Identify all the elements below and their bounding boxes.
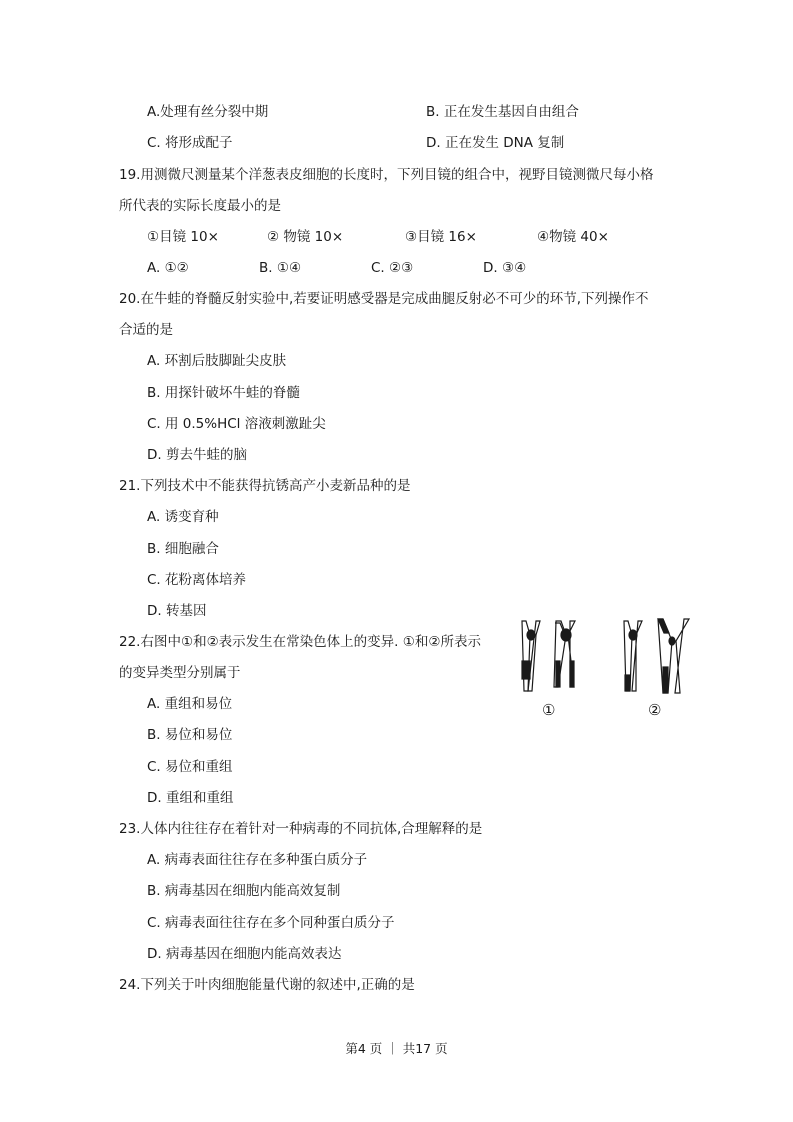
q23-option-b: B. 病毒基因在细胞内能高效复制 — [147, 883, 341, 899]
q22-stem-line2: 的变异类型分别属于 — [119, 665, 241, 681]
q19-item-1: ①目镜 10× — [147, 229, 219, 245]
q22-option-c: C. 易位和重组 — [147, 759, 233, 775]
figure1-chromosome-right — [554, 621, 575, 687]
figure2-chromosome-right — [658, 619, 689, 693]
q20-stem-line2: 合适的是 — [119, 322, 173, 338]
q19-option-d: D. ③④ — [483, 260, 527, 276]
q24-stem: 24.下列关于叶肉细胞能量代谢的叙述中,正确的是 — [119, 977, 415, 993]
q20-option-a: A. 环割后肢脚趾尖皮肤 — [147, 353, 287, 369]
q19-item-4: ④物镜 40× — [537, 229, 609, 245]
q23-stem: 23.人体内往往存在着针对一种病毒的不同抗体,合理解释的是 — [119, 821, 483, 837]
q18-option-d: D. 正在发生 DNA 复制 — [426, 135, 565, 151]
q20-option-d: D. 剪去牛蛙的脑 — [147, 447, 247, 463]
figure1-chromosome-left — [522, 621, 540, 691]
q19-item-3: ③目镜 16× — [405, 229, 477, 245]
figure-label-2: ② — [648, 701, 662, 719]
q22-option-d: D. 重组和重组 — [147, 790, 234, 806]
q19-option-c: C. ②③ — [371, 260, 414, 276]
figure2-chromosome-left — [624, 621, 642, 691]
q23-option-d: D. 病毒基因在细胞内能高效表达 — [147, 946, 342, 962]
page-footer: 第4 页 ｜ 共17 页 — [345, 1041, 448, 1056]
q21-stem: 21.下列技术中不能获得抗锈高产小麦新品种的是 — [119, 478, 411, 494]
q19-stem-line2: 所代表的实际长度最小的是 — [119, 198, 281, 214]
q19-item-2: ② 物镜 10× — [267, 229, 344, 245]
q20-option-b: B. 用探针破坏牛蛙的脊髓 — [147, 385, 300, 401]
q19-stem-line1: 19.用测微尺测量某个洋葱表皮细胞的长度时，下列目镜的组合中，视野目镜测微尺每小格 — [119, 167, 654, 183]
q23-option-c: C. 病毒表面往往存在多个同种蛋白质分子 — [147, 915, 395, 931]
chromosome-figure — [512, 617, 692, 727]
q20-stem-line1: 20.在牛蛙的脊髓反射实验中,若要证明感受器是完成曲腿反射必不可少的环节,下列操作不 — [119, 291, 649, 307]
q18-option-a: A.处理有丝分裂中期 — [147, 104, 269, 120]
q19-option-a: A. ①② — [147, 260, 189, 276]
q21-option-d: D. 转基因 — [147, 603, 207, 619]
q22-stem-line1: 22.右图中①和②表示发生在常染色体上的变异. ①和②所表示 — [119, 634, 481, 650]
q23-option-a: A. 病毒表面往往存在多种蛋白质分子 — [147, 852, 368, 868]
q19-option-b: B. ①④ — [259, 260, 302, 276]
q21-option-a: A. 诱变育种 — [147, 509, 219, 525]
q22-option-a: A. 重组和易位 — [147, 696, 233, 712]
q21-option-c: C. 花粉离体培养 — [147, 572, 247, 588]
figure-label-1: ① — [542, 701, 556, 719]
q18-option-c: C. 将形成配子 — [147, 135, 233, 151]
q21-option-b: B. 细胞融合 — [147, 541, 219, 557]
q20-option-c: C. 用 0.5%HCl 溶液刺激趾尖 — [147, 416, 326, 432]
q22-option-b: B. 易位和易位 — [147, 727, 233, 743]
q18-option-b: B. 正在发生基因自由组合 — [426, 104, 579, 120]
